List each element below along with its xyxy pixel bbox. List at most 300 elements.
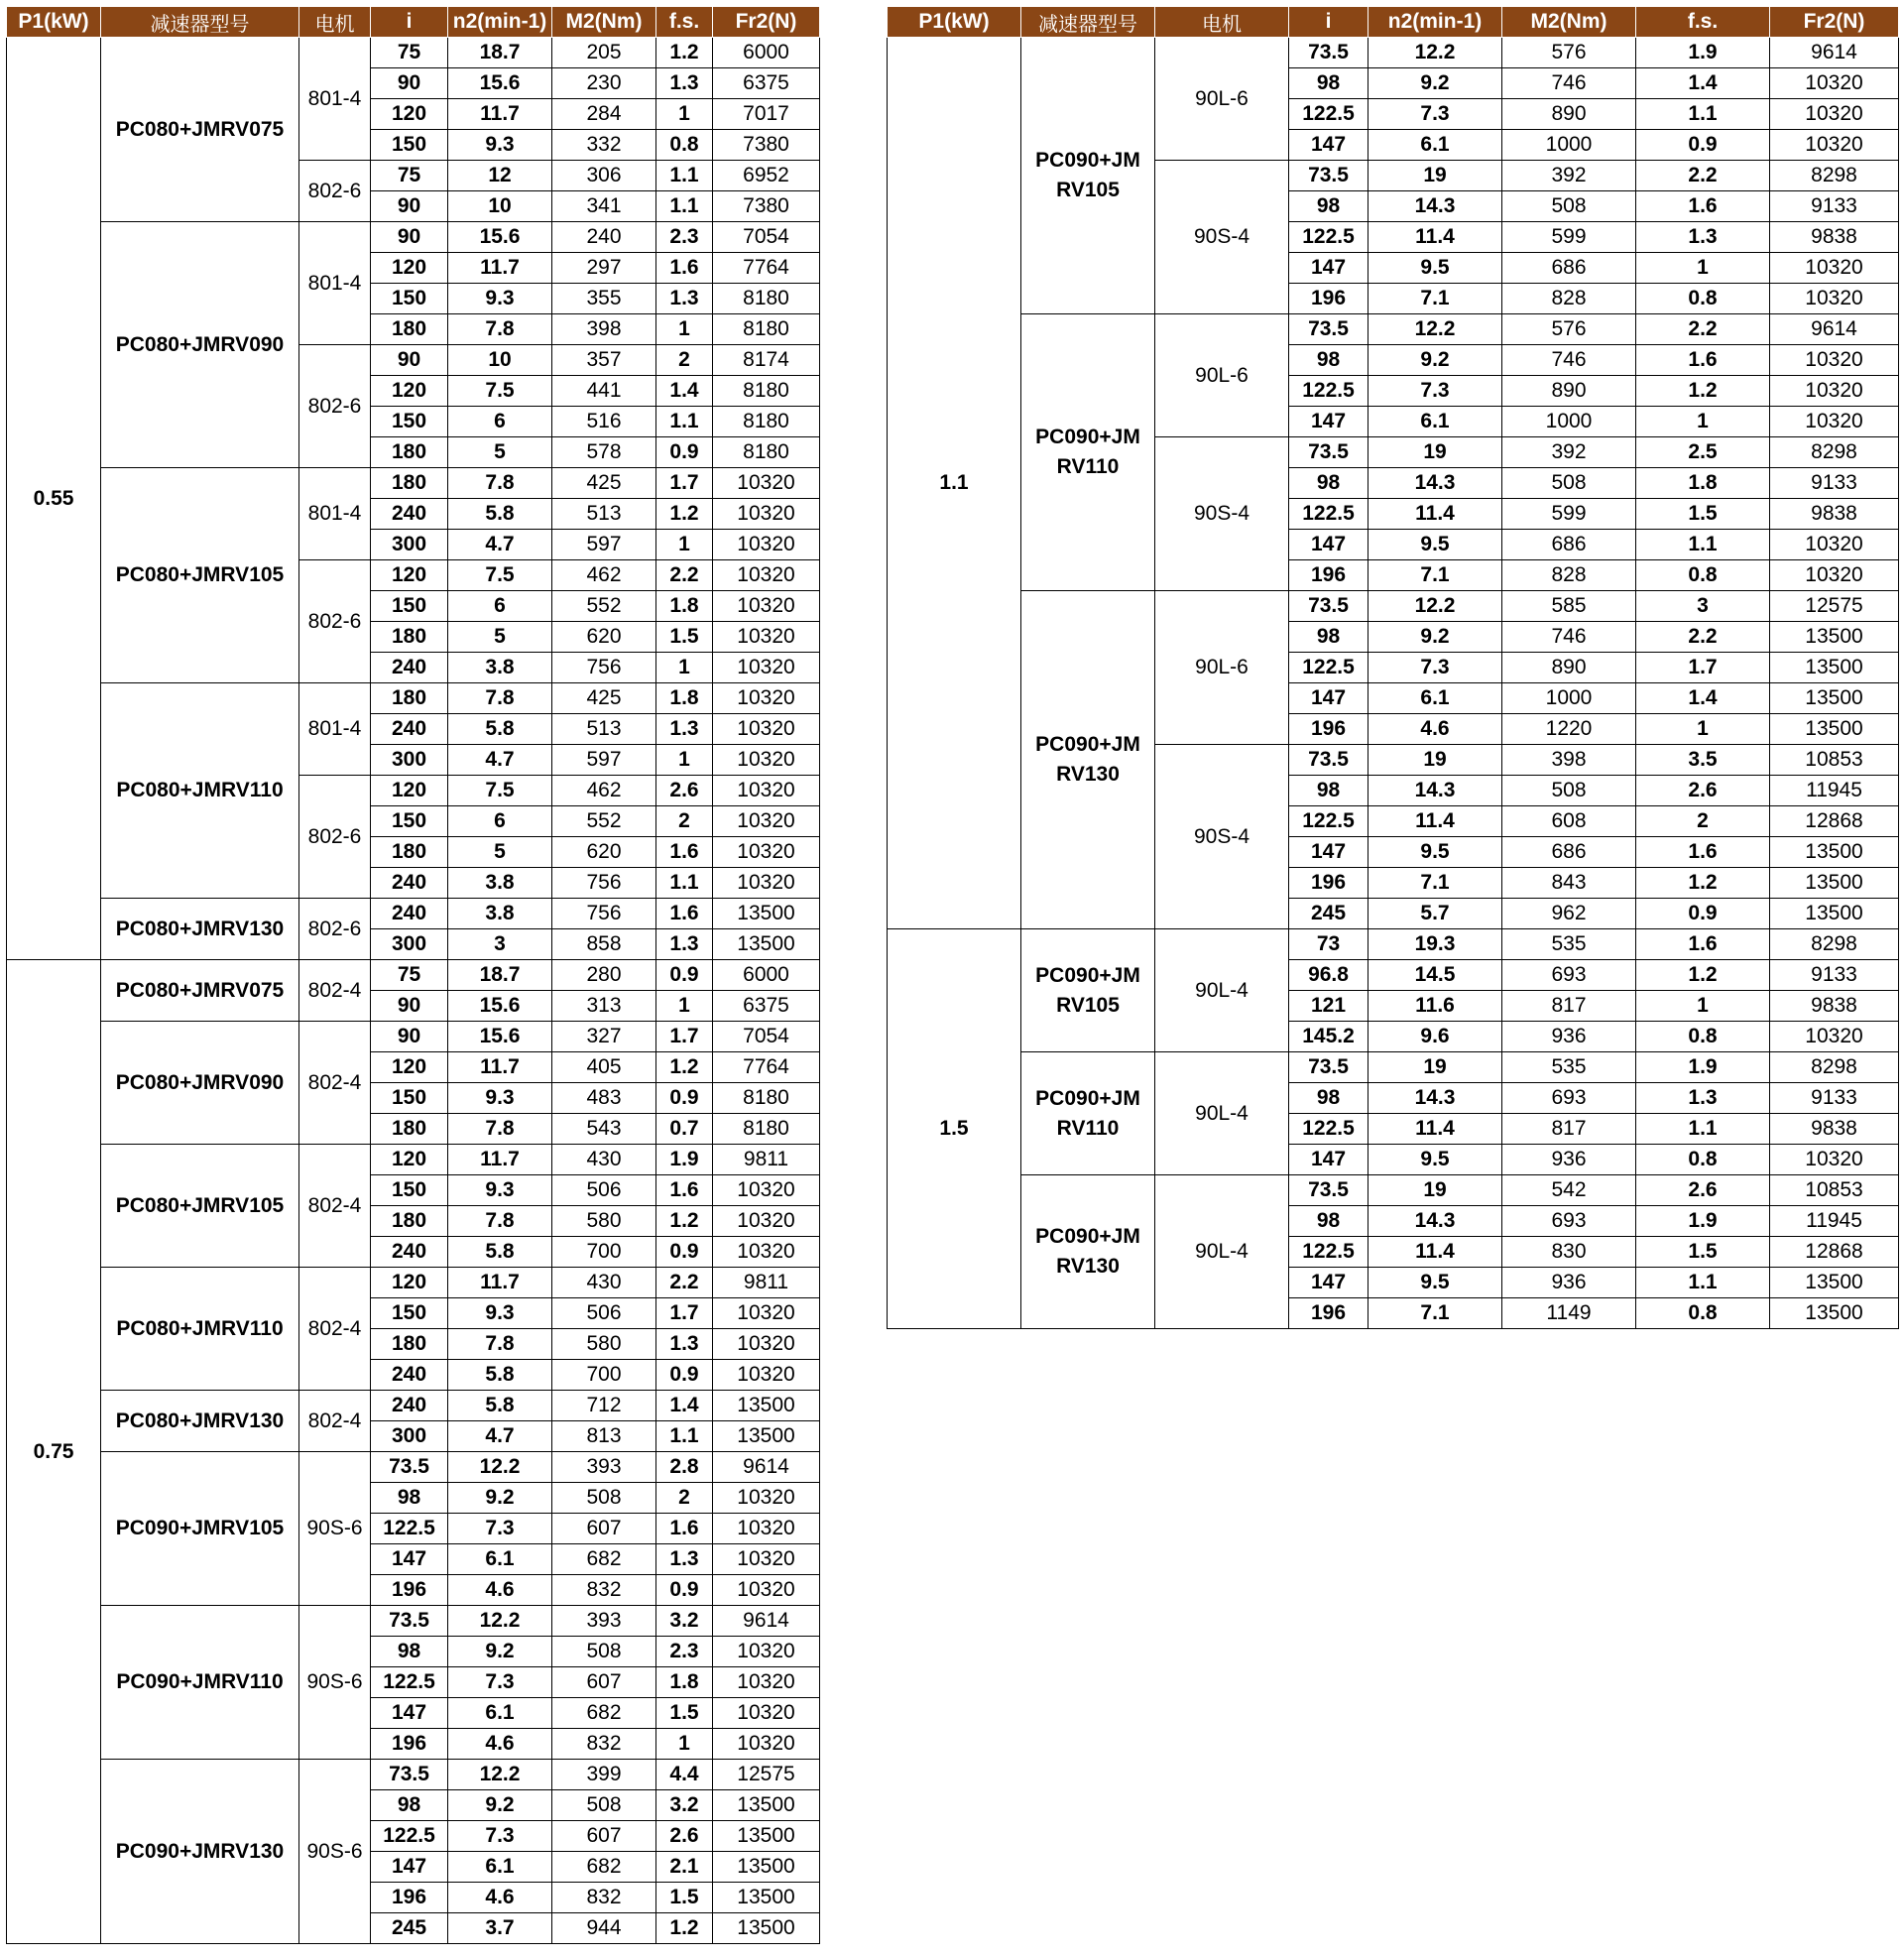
output-speed-cell: 5.8 [448, 1391, 552, 1421]
motor-cell: 90L-4 [1155, 1175, 1289, 1329]
output-speed-cell: 9.3 [448, 1298, 552, 1329]
header-motor: 电机 [299, 7, 371, 38]
service-factor-cell: 0.9 [656, 1083, 713, 1114]
output-speed-cell: 11.4 [1368, 222, 1502, 253]
output-speed-cell: 11.4 [1368, 1237, 1502, 1268]
ratio-cell: 98 [1289, 1083, 1368, 1114]
radial-load-cell: 10320 [1770, 99, 1899, 130]
output-speed-cell: 5.8 [448, 499, 552, 530]
output-speed-cell: 11.7 [448, 1268, 552, 1298]
radial-load-cell: 10320 [713, 837, 820, 868]
ratio-cell: 150 [371, 591, 448, 622]
radial-load-cell: 9133 [1770, 468, 1899, 499]
output-speed-cell: 9.5 [1368, 1268, 1502, 1298]
service-factor-cell: 1.7 [656, 1022, 713, 1052]
service-factor-cell: 2.2 [1636, 314, 1770, 345]
ratio-cell: 120 [371, 1145, 448, 1175]
service-factor-cell: 1.1 [1636, 1268, 1770, 1298]
ratio-cell: 75 [371, 161, 448, 191]
output-torque-cell: 580 [552, 1329, 656, 1360]
header-reducer-model: 减速器型号 [1021, 7, 1155, 38]
motor-cell: 802-6 [299, 776, 371, 899]
radial-load-cell: 6375 [713, 68, 820, 99]
table-row [7, 1452, 820, 1483]
ratio-cell: 98 [1289, 776, 1368, 806]
output-torque-cell: 1000 [1502, 407, 1636, 437]
service-factor-cell: 1.8 [656, 1667, 713, 1698]
header-radial-load: Fr2(N) [1770, 7, 1899, 38]
reducer-model-line: PC090+JM [1035, 1225, 1140, 1248]
service-factor-cell: 1.9 [656, 1145, 713, 1175]
output-torque-cell: 890 [1502, 99, 1636, 130]
radial-load-cell: 13500 [1770, 1268, 1899, 1298]
reducer-model-cell: PC080+JMRV105 [101, 468, 299, 683]
motor-cell: 90S-6 [299, 1452, 371, 1606]
radial-load-cell: 10320 [713, 1175, 820, 1206]
output-speed-cell: 6.1 [448, 1698, 552, 1729]
table-row [7, 899, 820, 929]
header-service-factor: f.s. [1636, 7, 1770, 38]
table-row [7, 222, 820, 253]
output-speed-cell: 4.7 [448, 1421, 552, 1452]
ratio-cell: 73.5 [1289, 314, 1368, 345]
output-speed-cell: 19 [1368, 745, 1502, 776]
ratio-cell: 122.5 [1289, 1114, 1368, 1145]
radial-load-cell: 12575 [713, 1760, 820, 1790]
output-torque-cell: 1220 [1502, 714, 1636, 745]
ratio-cell: 90 [371, 68, 448, 99]
ratio-cell: 196 [1289, 1298, 1368, 1329]
power-cell: 0.75 [7, 960, 101, 1944]
ratio-cell: 147 [1289, 130, 1368, 161]
output-torque-cell: 756 [552, 899, 656, 929]
output-torque-cell: 393 [552, 1452, 656, 1483]
service-factor-cell: 1.2 [1636, 868, 1770, 899]
service-factor-cell: 2.2 [656, 560, 713, 591]
ratio-cell: 122.5 [1289, 222, 1368, 253]
radial-load-cell: 12868 [1770, 1237, 1899, 1268]
service-factor-cell: 1.6 [656, 837, 713, 868]
output-torque-cell: 441 [552, 376, 656, 407]
radial-load-cell: 10320 [713, 530, 820, 560]
ratio-cell: 300 [371, 1421, 448, 1452]
ratio-cell: 180 [371, 1206, 448, 1237]
output-speed-cell: 4.7 [448, 745, 552, 776]
output-speed-cell: 7.5 [448, 776, 552, 806]
service-factor-cell: 1 [1636, 253, 1770, 284]
right-selection-table [887, 6, 1899, 1329]
ratio-cell: 180 [371, 683, 448, 714]
service-factor-cell: 1.1 [656, 191, 713, 222]
output-torque-cell: 686 [1502, 530, 1636, 560]
reducer-model-cell [1021, 1175, 1155, 1329]
ratio-cell: 150 [371, 130, 448, 161]
output-torque-cell: 398 [552, 314, 656, 345]
output-speed-cell: 3 [448, 929, 552, 960]
radial-load-cell: 9614 [713, 1606, 820, 1637]
output-speed-cell: 14.3 [1368, 191, 1502, 222]
output-torque-cell: 832 [552, 1575, 656, 1606]
output-speed-cell: 18.7 [448, 38, 552, 68]
motor-cell: 90S-6 [299, 1760, 371, 1944]
output-torque-cell: 936 [1502, 1022, 1636, 1052]
output-speed-cell: 9.2 [1368, 68, 1502, 99]
output-speed-cell: 18.7 [448, 960, 552, 991]
service-factor-cell: 2.3 [656, 1637, 713, 1667]
output-torque-cell: 585 [1502, 591, 1636, 622]
service-factor-cell: 2.6 [1636, 1175, 1770, 1206]
reducer-model-cell [1021, 929, 1155, 1052]
output-torque-cell: 858 [552, 929, 656, 960]
motor-cell: 90L-4 [1155, 929, 1289, 1052]
ratio-cell: 98 [1289, 345, 1368, 376]
ratio-cell: 121 [1289, 991, 1368, 1022]
ratio-cell: 300 [371, 745, 448, 776]
motor-cell: 90L-6 [1155, 38, 1289, 161]
service-factor-cell: 1.2 [656, 1052, 713, 1083]
header-output-speed: n2(min-1) [448, 7, 552, 38]
output-torque-cell: 425 [552, 683, 656, 714]
output-speed-cell: 15.6 [448, 991, 552, 1022]
service-factor-cell: 1 [656, 653, 713, 683]
ratio-cell: 120 [371, 99, 448, 130]
ratio-cell: 98 [1289, 468, 1368, 499]
header-power: P1(kW) [888, 7, 1021, 38]
service-factor-cell: 1.5 [656, 1698, 713, 1729]
reducer-model-cell: PC090+JMRV110 [101, 1606, 299, 1760]
radial-load-cell: 10320 [713, 468, 820, 499]
ratio-cell: 122.5 [1289, 376, 1368, 407]
ratio-cell: 147 [1289, 1145, 1368, 1175]
service-factor-cell: 1.2 [656, 1206, 713, 1237]
output-speed-cell: 12.2 [1368, 591, 1502, 622]
output-torque-cell: 398 [1502, 745, 1636, 776]
table-row [7, 1268, 820, 1298]
output-torque-cell: 746 [1502, 345, 1636, 376]
ratio-cell: 73.5 [1289, 161, 1368, 191]
table-row [7, 1606, 820, 1637]
reducer-model-cell [1021, 314, 1155, 591]
output-speed-cell: 6.1 [448, 1544, 552, 1575]
ratio-cell: 122.5 [1289, 499, 1368, 530]
ratio-cell: 245 [371, 1913, 448, 1944]
output-torque-cell: 552 [552, 806, 656, 837]
reducer-model-line: PC090+JM [1035, 1086, 1140, 1110]
header-service-factor: f.s. [656, 7, 713, 38]
radial-load-cell: 10320 [713, 776, 820, 806]
service-factor-cell: 2 [656, 1483, 713, 1514]
radial-load-cell: 13500 [1770, 714, 1899, 745]
output-torque-cell: 405 [552, 1052, 656, 1083]
service-factor-cell: 1.4 [656, 1391, 713, 1421]
ratio-cell: 145.2 [1289, 1022, 1368, 1052]
output-speed-cell: 19 [1368, 1052, 1502, 1083]
motor-cell: 802-6 [299, 899, 371, 960]
ratio-cell: 147 [371, 1852, 448, 1883]
output-speed-cell: 14.5 [1368, 960, 1502, 991]
radial-load-cell: 10320 [713, 622, 820, 653]
radial-load-cell: 7054 [713, 1022, 820, 1052]
output-speed-cell: 15.6 [448, 1022, 552, 1052]
output-speed-cell: 7.1 [1368, 560, 1502, 591]
reducer-model-cell: PC080+JMRV075 [101, 38, 299, 222]
service-factor-cell: 2.1 [656, 1852, 713, 1883]
radial-load-cell: 13500 [1770, 1298, 1899, 1329]
reducer-model-line: PC090+JM [1035, 149, 1140, 172]
service-factor-cell: 1.2 [656, 38, 713, 68]
output-speed-cell: 19 [1368, 1175, 1502, 1206]
output-speed-cell: 14.3 [1368, 1083, 1502, 1114]
motor-cell: 90S-4 [1155, 161, 1289, 314]
service-factor-cell: 1.3 [656, 714, 713, 745]
service-factor-cell: 0.8 [1636, 284, 1770, 314]
output-torque-cell: 843 [1502, 868, 1636, 899]
service-factor-cell: 1.8 [656, 683, 713, 714]
radial-load-cell: 13500 [713, 1852, 820, 1883]
service-factor-cell: 1.2 [1636, 376, 1770, 407]
table-row [7, 38, 820, 68]
service-factor-cell: 1.7 [1636, 653, 1770, 683]
ratio-cell: 96.8 [1289, 960, 1368, 991]
radial-load-cell: 10320 [713, 868, 820, 899]
output-torque-cell: 425 [552, 468, 656, 499]
output-speed-cell: 9.3 [448, 130, 552, 161]
service-factor-cell: 1.1 [656, 407, 713, 437]
service-factor-cell: 2 [656, 806, 713, 837]
table-row [7, 683, 820, 714]
power-cell: 1.1 [888, 38, 1021, 929]
reducer-model-line: RV130 [1056, 763, 1120, 786]
ratio-cell: 147 [1289, 683, 1368, 714]
output-speed-cell: 10 [448, 345, 552, 376]
service-factor-cell: 0.8 [1636, 1022, 1770, 1052]
radial-load-cell: 10320 [713, 745, 820, 776]
output-speed-cell: 19 [1368, 161, 1502, 191]
output-speed-cell: 9.3 [448, 1083, 552, 1114]
service-factor-cell: 3.2 [656, 1606, 713, 1637]
output-torque-cell: 962 [1502, 899, 1636, 929]
output-speed-cell: 7.8 [448, 468, 552, 499]
power-cell: 0.55 [7, 38, 101, 960]
motor-cell: 802-4 [299, 1391, 371, 1452]
table-row [888, 1052, 1899, 1083]
output-torque-cell: 756 [552, 653, 656, 683]
ratio-cell: 196 [371, 1729, 448, 1760]
output-torque-cell: 599 [1502, 222, 1636, 253]
radial-load-cell: 10320 [713, 1206, 820, 1237]
radial-load-cell: 10320 [713, 499, 820, 530]
output-speed-cell: 14.3 [1368, 776, 1502, 806]
output-torque-cell: 700 [552, 1360, 656, 1391]
table-row [888, 929, 1899, 960]
service-factor-cell: 1.3 [1636, 1083, 1770, 1114]
radial-load-cell: 13500 [713, 1821, 820, 1852]
ratio-cell: 147 [1289, 837, 1368, 868]
radial-load-cell: 10320 [1770, 130, 1899, 161]
ratio-cell: 120 [371, 560, 448, 591]
ratio-cell: 98 [371, 1483, 448, 1514]
radial-load-cell: 10320 [1770, 530, 1899, 560]
ratio-cell: 122.5 [371, 1667, 448, 1698]
radial-load-cell: 9614 [713, 1452, 820, 1483]
radial-load-cell: 13500 [1770, 683, 1899, 714]
output-torque-cell: 230 [552, 68, 656, 99]
radial-load-cell: 10320 [713, 1575, 820, 1606]
table-row [888, 591, 1899, 622]
reducer-model-line: RV105 [1056, 993, 1120, 1017]
output-speed-cell: 9.3 [448, 1175, 552, 1206]
ratio-cell: 73.5 [371, 1452, 448, 1483]
radial-load-cell: 8180 [713, 437, 820, 468]
output-speed-cell: 9.6 [1368, 1022, 1502, 1052]
ratio-cell: 300 [371, 530, 448, 560]
ratio-cell: 147 [1289, 1268, 1368, 1298]
output-speed-cell: 7.3 [448, 1667, 552, 1698]
radial-load-cell: 9614 [1770, 314, 1899, 345]
output-torque-cell: 399 [552, 1760, 656, 1790]
output-torque-cell: 576 [1502, 314, 1636, 345]
ratio-cell: 240 [371, 499, 448, 530]
motor-cell: 90S-6 [299, 1606, 371, 1760]
service-factor-cell: 0.8 [1636, 1145, 1770, 1175]
radial-load-cell: 9838 [1770, 1114, 1899, 1145]
output-torque-cell: 506 [552, 1175, 656, 1206]
ratio-cell: 147 [371, 1544, 448, 1575]
ratio-cell: 73.5 [1289, 745, 1368, 776]
radial-load-cell: 8180 [713, 1083, 820, 1114]
service-factor-cell: 1 [1636, 714, 1770, 745]
ratio-cell: 150 [371, 806, 448, 837]
radial-load-cell: 10853 [1770, 745, 1899, 776]
motor-cell: 802-6 [299, 345, 371, 468]
output-speed-cell: 12.2 [448, 1760, 552, 1790]
output-speed-cell: 12.2 [448, 1606, 552, 1637]
radial-load-cell: 8180 [713, 284, 820, 314]
output-torque-cell: 693 [1502, 1083, 1636, 1114]
service-factor-cell: 0.9 [1636, 130, 1770, 161]
service-factor-cell: 2.2 [656, 1268, 713, 1298]
output-torque-cell: 552 [552, 591, 656, 622]
output-torque-cell: 599 [1502, 499, 1636, 530]
output-torque-cell: 682 [552, 1698, 656, 1729]
radial-load-cell: 7764 [713, 253, 820, 284]
output-speed-cell: 6.1 [1368, 130, 1502, 161]
motor-cell: 802-4 [299, 1022, 371, 1145]
output-torque-cell: 508 [552, 1790, 656, 1821]
output-torque-cell: 508 [1502, 776, 1636, 806]
service-factor-cell: 1.1 [1636, 1114, 1770, 1145]
table-row [7, 1391, 820, 1421]
reducer-model-line: RV130 [1056, 1255, 1120, 1278]
output-speed-cell: 12 [448, 161, 552, 191]
service-factor-cell: 1 [656, 1729, 713, 1760]
radial-load-cell: 10320 [713, 1237, 820, 1268]
output-speed-cell: 10 [448, 191, 552, 222]
radial-load-cell: 9838 [1770, 991, 1899, 1022]
output-torque-cell: 1149 [1502, 1298, 1636, 1329]
table-row [888, 38, 1899, 68]
output-torque-cell: 513 [552, 499, 656, 530]
service-factor-cell: 1.3 [656, 68, 713, 99]
ratio-cell: 120 [371, 1268, 448, 1298]
header-reducer-model: 减速器型号 [101, 7, 299, 38]
radial-load-cell: 13500 [1770, 837, 1899, 868]
output-torque-cell: 240 [552, 222, 656, 253]
header-ratio: i [371, 7, 448, 38]
service-factor-cell: 1.2 [656, 1913, 713, 1944]
output-torque-cell: 746 [1502, 68, 1636, 99]
output-speed-cell: 11.7 [448, 99, 552, 130]
service-factor-cell: 2 [1636, 806, 1770, 837]
output-speed-cell: 11.7 [448, 1145, 552, 1175]
radial-load-cell: 10320 [1770, 407, 1899, 437]
service-factor-cell: 1.6 [656, 1175, 713, 1206]
header-radial-load: Fr2(N) [713, 7, 820, 38]
ratio-cell: 196 [1289, 714, 1368, 745]
left-table-body [7, 38, 820, 1944]
service-factor-cell: 1.3 [656, 284, 713, 314]
output-torque-cell: 430 [552, 1145, 656, 1175]
radial-load-cell: 9133 [1770, 1083, 1899, 1114]
output-torque-cell: 506 [552, 1298, 656, 1329]
output-speed-cell: 12.2 [448, 1452, 552, 1483]
service-factor-cell: 1 [656, 991, 713, 1022]
output-torque-cell: 341 [552, 191, 656, 222]
ratio-cell: 180 [371, 437, 448, 468]
output-torque-cell: 284 [552, 99, 656, 130]
service-factor-cell: 1.6 [1636, 191, 1770, 222]
reducer-model-cell: PC090+JMRV130 [101, 1760, 299, 1944]
radial-load-cell: 8298 [1770, 437, 1899, 468]
output-speed-cell: 7.3 [1368, 99, 1502, 130]
service-factor-cell: 1.8 [1636, 468, 1770, 499]
ratio-cell: 240 [371, 868, 448, 899]
radial-load-cell: 11945 [1770, 1206, 1899, 1237]
output-torque-cell: 508 [552, 1483, 656, 1514]
output-torque-cell: 686 [1502, 253, 1636, 284]
service-factor-cell: 1.6 [656, 899, 713, 929]
header-power: P1(kW) [7, 7, 101, 38]
output-torque-cell: 746 [1502, 622, 1636, 653]
output-torque-cell: 1000 [1502, 130, 1636, 161]
table-row [7, 468, 820, 499]
ratio-cell: 98 [1289, 1206, 1368, 1237]
ratio-cell: 120 [371, 376, 448, 407]
radial-load-cell: 6952 [713, 161, 820, 191]
radial-load-cell: 8180 [713, 1114, 820, 1145]
ratio-cell: 150 [371, 407, 448, 437]
radial-load-cell: 8298 [1770, 929, 1899, 960]
output-speed-cell: 9.5 [1368, 530, 1502, 560]
service-factor-cell: 1.4 [1636, 68, 1770, 99]
output-torque-cell: 936 [1502, 1145, 1636, 1175]
ratio-cell: 150 [371, 1175, 448, 1206]
output-speed-cell: 19.3 [1368, 929, 1502, 960]
output-speed-cell: 7.3 [448, 1821, 552, 1852]
output-speed-cell: 6.1 [1368, 407, 1502, 437]
radial-load-cell: 7380 [713, 130, 820, 161]
ratio-cell: 120 [371, 1052, 448, 1083]
output-torque-cell: 355 [552, 284, 656, 314]
output-torque-cell: 1000 [1502, 683, 1636, 714]
radial-load-cell: 8180 [713, 376, 820, 407]
output-speed-cell: 9.5 [1368, 837, 1502, 868]
service-factor-cell: 1.3 [656, 1544, 713, 1575]
ratio-cell: 147 [1289, 530, 1368, 560]
radial-load-cell: 10320 [713, 560, 820, 591]
output-torque-cell: 392 [1502, 437, 1636, 468]
output-speed-cell: 7.8 [448, 1329, 552, 1360]
